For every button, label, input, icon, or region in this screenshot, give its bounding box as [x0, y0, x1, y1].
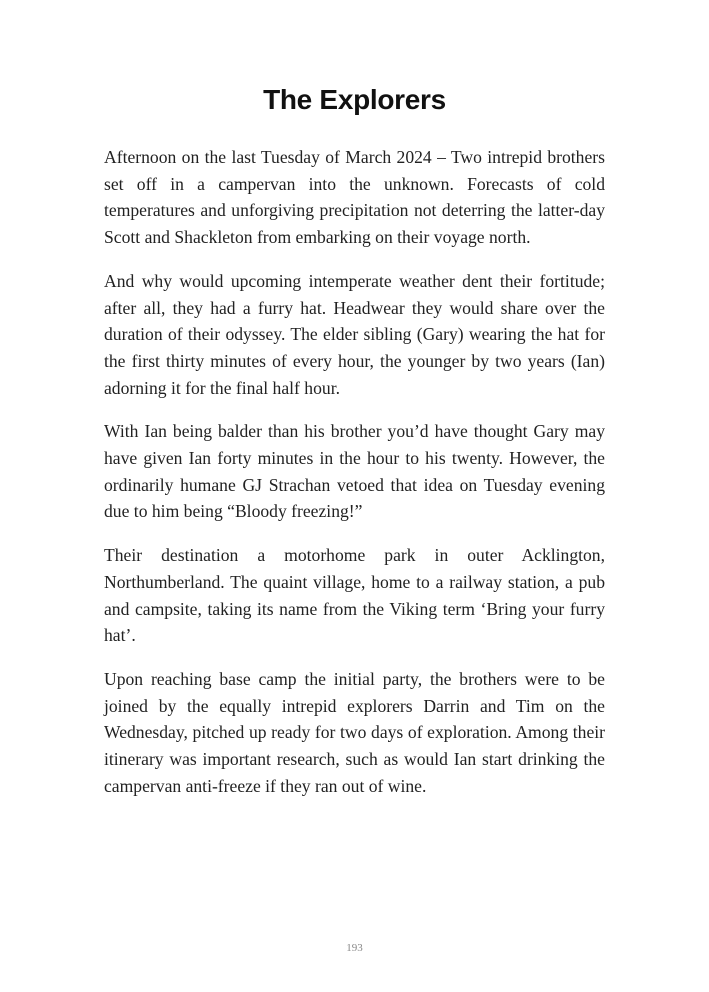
paragraph-2: And why would upcoming intemperate weather dent their fortitude; after all, they had a furry hat. Headwear they would share over the duration of their odyssey. The elder sibling (Gary) wearing the hat for the first thirty minutes of every hour, the younger by two years (Ian) adorning it for the final half hour.	[104, 270, 605, 398]
body-text	[104, 144, 605, 816]
page-number: 193	[346, 942, 363, 954]
paragraph-5: Upon reaching base camp the initial party, the brothers were to be joined by the equally intrepid explorers Darrin and Tim on the Wednesday, pitched up ready for two days of exploration. Among their itinerary was important research, such as would Ian start drinking the campervan anti-freeze if they ran out of wine.	[104, 668, 605, 796]
page-title: The Explorers	[263, 84, 446, 115]
paragraph-1: Afternoon on the last Tuesday of March 2024 – Two intrepid brothers set off in a campervan into the unknown. Forecasts of cold temperatures and unforgiving precipitation not deterring the latter-day Scott and Shackleton from embarking on their voyage north.	[104, 147, 605, 248]
paragraph-4: Their destination a motorhome park in outer Acklington, Northumberland. The quaint village, home to a railway station, a pub and campsite, taking its name from the Viking term ‘Bring your furry hat’.	[104, 545, 605, 646]
paragraph-3: With Ian being balder than his brother you’d have thought Gary may have given Ian forty minutes in the hour to his twenty. However, the ordinarily humane GJ Strachan vetoed that idea on Tuesday evening due to him being “Bloody freezing!”	[104, 421, 605, 522]
